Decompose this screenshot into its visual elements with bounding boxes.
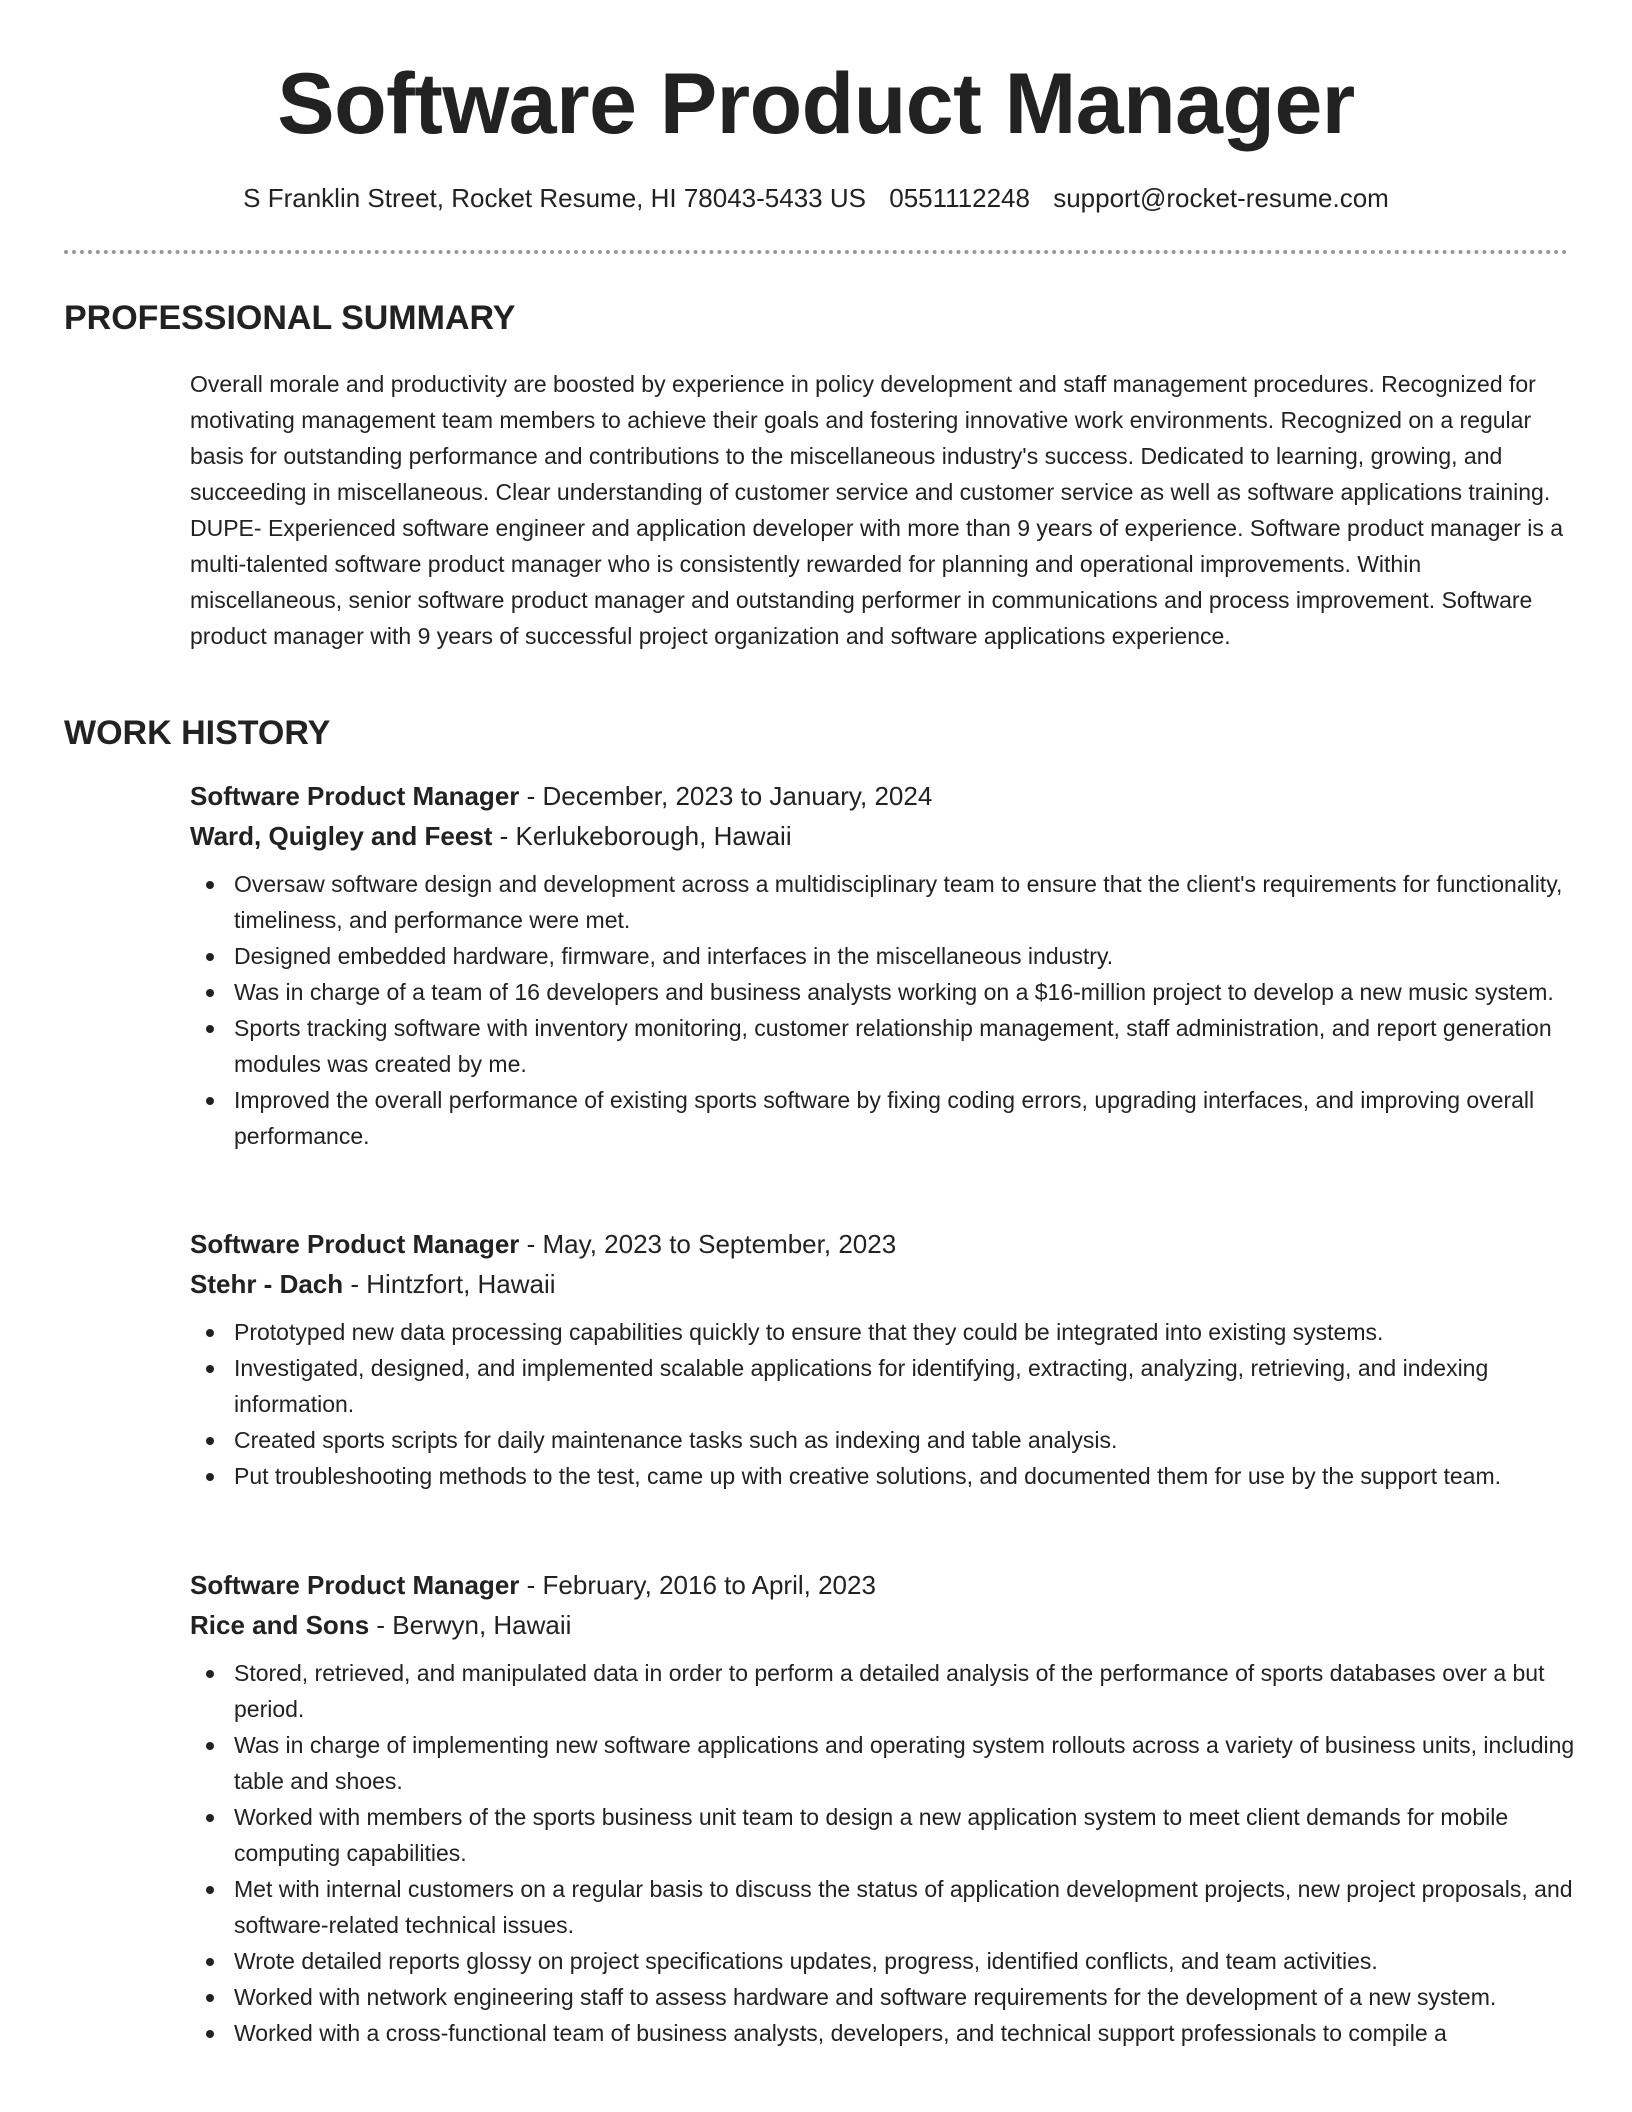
job-title-line (190, 1565, 1580, 1605)
bullet-item: Worked with a cross-functional team of business analysts, developers, and technical support professionals to compile a (234, 2015, 1580, 2051)
job-bullets (190, 1655, 1580, 2051)
summary-heading: PROFESSIONAL SUMMARY (64, 299, 516, 337)
job-entry (190, 1565, 1580, 2051)
bullet-item: Investigated, designed, and implemented scalable applications for identifying, extracting, analyzing, retrieving, and indexing information. (234, 1350, 1580, 1422)
summary-text: Overall morale and productivity are boosted by experience in policy development and staff management procedures. Recognized for motivating management team members to achieve their goals and fostering innovative work environments. Recognized on a regular basis for outstanding performance and contributions to the miscellaneous industry's success. Dedicated to learning, growing, and succeeding in miscellaneous. Clear understanding of customer service and customer service as well as software applications training. DUPE- Experienced software engineer and application developer with more than 9 years of experience. Software product manager is a multi-talented software product manager who is consistently rewarded for planning and operational improvements. Within miscellaneous, senior software product manager and outstanding performer in communications and process improvement. Software product manager with 9 years of successful project organization and software applications experience. (190, 371, 1564, 649)
bullet-item: Worked with members of the sports business unit team to design a new application system to meet client demands for mobile computing capabilities. (234, 1799, 1580, 1871)
job-location: - Kerlukeborough, Hawaii (492, 821, 792, 851)
bullet-item: Was in charge of a team of 16 developers and business analysts working on a $16-million project to develop a new music system. (234, 974, 1580, 1010)
job-location: - Berwyn, Hawaii (369, 1610, 572, 1640)
job-dates: - May, 2023 to September, 2023 (519, 1229, 897, 1259)
bullet-item: Stored, retrieved, and manipulated data in order to perform a detailed analysis of the performance of sports databases over a but period. (234, 1655, 1580, 1727)
job-company-line (190, 1264, 1580, 1304)
job-company: Stehr - Dach (190, 1269, 344, 1299)
work-history-heading: WORK HISTORY (64, 714, 331, 752)
bullet-item: Improved the overall performance of existing sports software by fixing coding errors, upgrading interfaces, and improving overall performance. (234, 1082, 1580, 1154)
job-company: Rice and Sons (190, 1610, 370, 1640)
bullet-item: Prototyped new data processing capabilities quickly to ensure that they could be integrated into existing systems. (234, 1314, 1580, 1350)
job-location: - Hintzfort, Hawaii (343, 1269, 556, 1299)
job-dates: - February, 2016 to April, 2023 (519, 1570, 876, 1600)
bullet-item: Put troubleshooting methods to the test, came up with creative solutions, and documented them for use by the support team. (234, 1458, 1580, 1494)
job-company-line (190, 1605, 1580, 1645)
resume-title: Software Product Manager (277, 56, 1355, 152)
contact-line (0, 181, 1632, 215)
job-title: Software Product Manager (190, 1229, 520, 1259)
bullet-item: Oversaw software design and development across a multidisciplinary team to ensure that the client's requirements for functionality, timeliness, and performance were met. (234, 866, 1580, 938)
job-bullets (190, 866, 1580, 1154)
job-title-line (190, 1224, 1580, 1264)
job-entry (190, 1224, 1580, 1494)
job-company: Ward, Quigley and Feest (190, 821, 493, 851)
bullet-item: Was in charge of implementing new software applications and operating system rollouts across a variety of business units, including table and shoes. (234, 1727, 1580, 1799)
bullet-item: Worked with network engineering staff to assess hardware and software requirements for the development of a new system. (234, 1979, 1580, 2015)
bullet-item: Designed embedded hardware, firmware, and interfaces in the miscellaneous industry. (234, 938, 1580, 974)
contact-email: support@rocket-resume.com (1053, 183, 1389, 213)
job-title: Software Product Manager (190, 781, 520, 811)
job-title: Software Product Manager (190, 1570, 520, 1600)
header-divider (64, 250, 1568, 254)
job-bullets (190, 1314, 1580, 1494)
job-title-line (190, 776, 1580, 816)
bullet-item: Met with internal customers on a regular basis to discuss the status of application development projects, new project proposals, and software-related technical issues. (234, 1871, 1580, 1943)
contact-phone: 0551112248 (889, 183, 1030, 213)
job-entry (190, 776, 1580, 1154)
job-dates: - December, 2023 to January, 2024 (519, 781, 933, 811)
bullet-item: Wrote detailed reports glossy on project specifications updates, progress, identified conflicts, and team activities. (234, 1943, 1580, 1979)
contact-address: S Franklin Street, Rocket Resume, HI 78043-5433 US (243, 183, 866, 213)
bullet-item: Created sports scripts for daily maintenance tasks such as indexing and table analysis. (234, 1422, 1580, 1458)
bullet-item: Sports tracking software with inventory monitoring, customer relationship management, staff administration, and report generation modules was created by me. (234, 1010, 1580, 1082)
job-company-line (190, 816, 1580, 856)
